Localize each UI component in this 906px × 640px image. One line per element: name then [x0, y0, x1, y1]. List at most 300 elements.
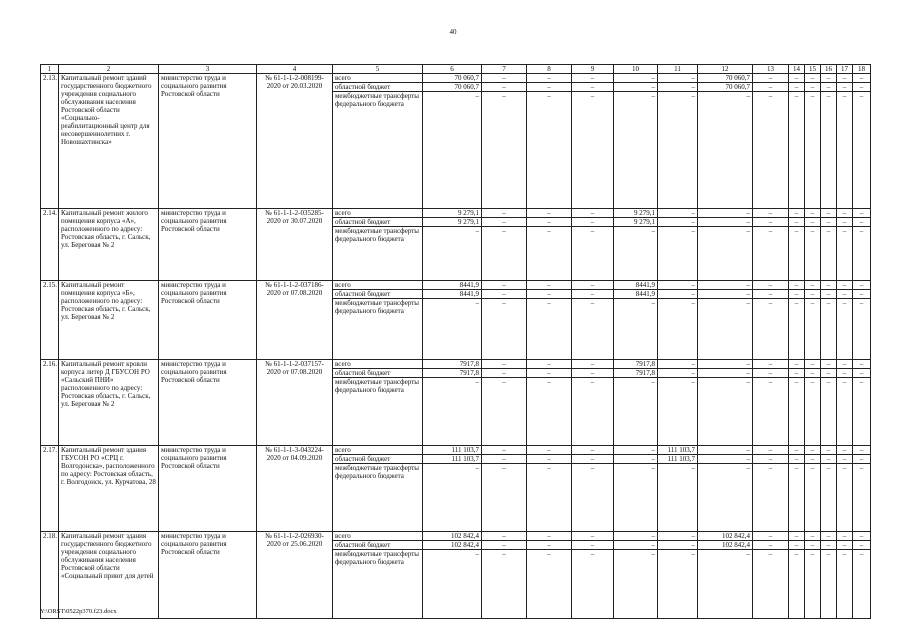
- amount-cell: –: [698, 299, 753, 360]
- amount-cell: –: [789, 218, 805, 227]
- amount-cell: –: [821, 83, 837, 92]
- amount-cell: –: [527, 299, 572, 360]
- amount-cell: –: [658, 378, 698, 446]
- row-id: 2.13.: [41, 74, 59, 209]
- amount-cell: 9 279,1: [423, 209, 482, 218]
- funding-source: областной бюджет: [333, 218, 423, 227]
- amount-cell: –: [753, 290, 789, 299]
- amount-cell: –: [482, 83, 527, 92]
- object-name: Капитальный ремонт зданий государственного бюджетного учреждения социального обслуживания населения Ростовской области «Социально-реабилитационный центр для несовершеннолетних г. Новошахтинска»: [59, 74, 159, 209]
- amount-cell: –: [821, 378, 837, 446]
- col-header: 16: [821, 65, 837, 74]
- amount-cell: –: [753, 299, 789, 360]
- funding-source: межбюджетные трансферты федерального бюджета: [333, 227, 423, 281]
- amount-cell: –: [614, 455, 658, 464]
- amount-cell: –: [698, 369, 753, 378]
- amount-cell: –: [658, 92, 698, 209]
- amount-cell: –: [698, 227, 753, 281]
- table-row: [41, 281, 871, 290]
- amount-cell: –: [482, 281, 527, 290]
- amount-cell: –: [423, 464, 482, 532]
- amount-cell: –: [527, 290, 572, 299]
- amount-cell: –: [753, 209, 789, 218]
- amount-cell: –: [837, 378, 853, 446]
- amount-cell: –: [837, 550, 853, 619]
- amount-cell: –: [572, 209, 614, 218]
- amount-cell: –: [614, 446, 658, 455]
- amount-cell: –: [837, 455, 853, 464]
- amount-cell: –: [805, 299, 821, 360]
- amount-cell: –: [821, 360, 837, 369]
- amount-cell: –: [805, 550, 821, 619]
- amount-cell: –: [423, 227, 482, 281]
- amount-cell: –: [527, 360, 572, 369]
- amount-cell: –: [853, 209, 871, 218]
- amount-cell: –: [853, 92, 871, 209]
- amount-cell: –: [837, 74, 853, 83]
- amount-cell: –: [423, 92, 482, 209]
- amount-cell: –: [482, 218, 527, 227]
- amount-cell: –: [482, 464, 527, 532]
- amount-cell: –: [572, 218, 614, 227]
- amount-cell: –: [698, 218, 753, 227]
- amount-cell: –: [789, 550, 805, 619]
- amount-cell: –: [821, 74, 837, 83]
- amount-cell: –: [853, 281, 871, 290]
- funding-source: всего: [333, 532, 423, 541]
- funding-source: всего: [333, 209, 423, 218]
- amount-cell: –: [789, 281, 805, 290]
- amount-cell: –: [572, 378, 614, 446]
- amount-cell: –: [853, 290, 871, 299]
- funding-source: областной бюджет: [333, 290, 423, 299]
- amount-cell: 111 103,7: [423, 455, 482, 464]
- expertise-doc: № 61-1-1-3-043224-2020 от 04.09.2020: [257, 446, 333, 532]
- amount-cell: –: [614, 92, 658, 209]
- amount-cell: –: [527, 532, 572, 541]
- amount-cell: –: [805, 455, 821, 464]
- row-id: 2.15.: [41, 281, 59, 360]
- amount-cell: –: [753, 281, 789, 290]
- amount-cell: –: [821, 455, 837, 464]
- col-header: 11: [658, 65, 698, 74]
- funding-source: межбюджетные трансферты федерального бюджета: [333, 299, 423, 360]
- amount-cell: –: [853, 360, 871, 369]
- amount-cell: –: [789, 209, 805, 218]
- amount-cell: 8441,9: [614, 290, 658, 299]
- amount-cell: –: [658, 464, 698, 532]
- amount-cell: –: [572, 455, 614, 464]
- amount-cell: –: [423, 378, 482, 446]
- amount-cell: –: [658, 281, 698, 290]
- row-id: 2.16.: [41, 360, 59, 446]
- amount-cell: –: [572, 290, 614, 299]
- amount-cell: –: [614, 532, 658, 541]
- amount-cell: –: [837, 532, 853, 541]
- funding-source: межбюджетные трансферты федерального бюджета: [333, 378, 423, 446]
- amount-cell: –: [527, 227, 572, 281]
- funding-source: межбюджетные трансферты федерального бюджета: [333, 550, 423, 619]
- amount-cell: –: [614, 464, 658, 532]
- amount-cell: –: [837, 464, 853, 532]
- table-row: [41, 532, 871, 541]
- col-header: 18: [853, 65, 871, 74]
- amount-cell: –: [698, 550, 753, 619]
- amount-cell: –: [482, 455, 527, 464]
- object-name: Капитальный ремонт помещения корпуса «Б», расположенного по адресу: Ростовская область, г. Сальск, ул. Береговая № 2: [59, 281, 159, 360]
- amount-cell: –: [853, 299, 871, 360]
- amount-cell: 7917,8: [423, 360, 482, 369]
- amount-cell: 70 060,7: [423, 83, 482, 92]
- amount-cell: –: [837, 290, 853, 299]
- amount-cell: –: [821, 218, 837, 227]
- amount-cell: –: [789, 378, 805, 446]
- funding-source: областной бюджет: [333, 541, 423, 550]
- amount-cell: –: [572, 532, 614, 541]
- amount-cell: –: [753, 541, 789, 550]
- amount-cell: –: [837, 299, 853, 360]
- amount-cell: –: [821, 92, 837, 209]
- amount-cell: –: [658, 541, 698, 550]
- object-name: Капитальный ремонт здания государственного бюджетного учреждения социального обслуживания населения Ростовской области «Социальный приют для детей: [59, 532, 159, 619]
- amount-cell: –: [658, 299, 698, 360]
- funding-source: всего: [333, 281, 423, 290]
- amount-cell: –: [821, 290, 837, 299]
- amount-cell: –: [789, 532, 805, 541]
- amount-cell: –: [853, 550, 871, 619]
- responsible-ministry: министерство труда и социального развития Ростовской области: [159, 532, 257, 619]
- amount-cell: –: [482, 227, 527, 281]
- amount-cell: –: [805, 369, 821, 378]
- responsible-ministry: министерство труда и социального развития Ростовской области: [159, 281, 257, 360]
- amount-cell: –: [527, 550, 572, 619]
- col-header: 6: [423, 65, 482, 74]
- amount-cell: –: [837, 209, 853, 218]
- amount-cell: 9 279,1: [614, 218, 658, 227]
- amount-cell: –: [805, 464, 821, 532]
- col-header: 2: [59, 65, 159, 74]
- funding-source: межбюджетные трансферты федерального бюджета: [333, 464, 423, 532]
- responsible-ministry: министерство труда и социального развития Ростовской области: [159, 360, 257, 446]
- amount-cell: –: [482, 550, 527, 619]
- amount-cell: 102 842,4: [698, 541, 753, 550]
- amount-cell: –: [572, 464, 614, 532]
- amount-cell: –: [658, 227, 698, 281]
- funding-source: межбюджетные трансферты федерального бюджета: [333, 92, 423, 209]
- amount-cell: –: [658, 83, 698, 92]
- amount-cell: –: [482, 74, 527, 83]
- expertise-doc: № 61-1-1-2-035285-2020 от 30.07.2020: [257, 209, 333, 281]
- amount-cell: –: [753, 378, 789, 446]
- amount-cell: 111 103,7: [658, 446, 698, 455]
- responsible-ministry: министерство труда и социального развития Ростовской области: [159, 209, 257, 281]
- row-id: 2.17.: [41, 446, 59, 532]
- funding-source: всего: [333, 360, 423, 369]
- amount-cell: –: [805, 446, 821, 455]
- amount-cell: –: [614, 378, 658, 446]
- amount-cell: –: [482, 92, 527, 209]
- amount-cell: –: [482, 378, 527, 446]
- amount-cell: –: [658, 290, 698, 299]
- amount-cell: –: [837, 218, 853, 227]
- amount-cell: –: [658, 74, 698, 83]
- column-number-row: [41, 65, 871, 74]
- amount-cell: –: [698, 92, 753, 209]
- amount-cell: –: [853, 83, 871, 92]
- col-header: 17: [837, 65, 853, 74]
- row-id: 2.18.: [41, 532, 59, 619]
- amount-cell: –: [753, 227, 789, 281]
- amount-cell: –: [853, 218, 871, 227]
- amount-cell: –: [482, 446, 527, 455]
- amount-cell: –: [805, 290, 821, 299]
- amount-cell: –: [853, 378, 871, 446]
- amount-cell: –: [658, 550, 698, 619]
- amount-cell: –: [482, 532, 527, 541]
- amount-cell: –: [658, 369, 698, 378]
- amount-cell: 102 842,4: [423, 532, 482, 541]
- amount-cell: 9 279,1: [423, 218, 482, 227]
- amount-cell: –: [698, 209, 753, 218]
- amount-cell: –: [789, 446, 805, 455]
- amount-cell: –: [853, 74, 871, 83]
- amount-cell: –: [527, 541, 572, 550]
- amount-cell: –: [423, 550, 482, 619]
- amount-cell: –: [805, 532, 821, 541]
- amount-cell: –: [789, 74, 805, 83]
- amount-cell: –: [527, 92, 572, 209]
- amount-cell: –: [614, 541, 658, 550]
- amount-cell: –: [837, 369, 853, 378]
- page-number: 40: [449, 28, 457, 36]
- amount-cell: –: [805, 209, 821, 218]
- amount-cell: –: [572, 446, 614, 455]
- amount-cell: –: [527, 378, 572, 446]
- amount-cell: –: [789, 455, 805, 464]
- table-body: [41, 65, 871, 619]
- responsible-ministry: министерство труда и социального развития Ростовской области: [159, 446, 257, 532]
- amount-cell: 7917,8: [423, 369, 482, 378]
- amount-cell: –: [853, 541, 871, 550]
- col-header: 13: [753, 65, 789, 74]
- col-header: 12: [698, 65, 753, 74]
- amount-cell: –: [837, 541, 853, 550]
- table-row: [41, 446, 871, 455]
- amount-cell: 70 060,7: [698, 74, 753, 83]
- amount-cell: –: [572, 83, 614, 92]
- amount-cell: –: [527, 218, 572, 227]
- amount-cell: –: [805, 74, 821, 83]
- amount-cell: –: [837, 446, 853, 455]
- amount-cell: –: [698, 378, 753, 446]
- amount-cell: –: [753, 92, 789, 209]
- amount-cell: 7917,8: [614, 369, 658, 378]
- amount-cell: –: [614, 550, 658, 619]
- amount-cell: –: [572, 281, 614, 290]
- amount-cell: –: [698, 455, 753, 464]
- expertise-doc: № 61-1-1-2-037157-2020 от 07.08.2020: [257, 360, 333, 446]
- amount-cell: –: [614, 74, 658, 83]
- amount-cell: –: [753, 550, 789, 619]
- col-header: 3: [159, 65, 257, 74]
- expertise-doc: № 61-1-1-2-037186-2020 от 07.08.2020: [257, 281, 333, 360]
- amount-cell: –: [572, 74, 614, 83]
- amount-cell: –: [527, 74, 572, 83]
- amount-cell: –: [658, 532, 698, 541]
- amount-cell: –: [821, 446, 837, 455]
- amount-cell: –: [789, 227, 805, 281]
- amount-cell: 7917,8: [614, 360, 658, 369]
- amount-cell: –: [572, 541, 614, 550]
- object-name: Капитальный ремонт кровли корпуса литер Д ГБУСОН РО «Сальский ПНИ» расположенного по адресу: Ростовская область, г. Сальск, ул. Береговая № 2: [59, 360, 159, 446]
- amount-cell: –: [789, 299, 805, 360]
- amount-cell: –: [837, 281, 853, 290]
- amount-cell: –: [698, 464, 753, 532]
- amount-cell: –: [821, 281, 837, 290]
- amount-cell: –: [614, 83, 658, 92]
- amount-cell: –: [837, 83, 853, 92]
- amount-cell: –: [837, 227, 853, 281]
- amount-cell: –: [614, 299, 658, 360]
- amount-cell: –: [572, 227, 614, 281]
- amount-cell: –: [572, 360, 614, 369]
- amount-cell: –: [789, 369, 805, 378]
- table-row: [41, 74, 871, 83]
- amount-cell: 70 060,7: [698, 83, 753, 92]
- amount-cell: –: [527, 281, 572, 290]
- amount-cell: –: [753, 74, 789, 83]
- amount-cell: –: [658, 360, 698, 369]
- expertise-doc: № 61-1-1-2-008199-2020 от 20.03.2020: [257, 74, 333, 209]
- amount-cell: –: [753, 360, 789, 369]
- amount-cell: –: [789, 290, 805, 299]
- amount-cell: –: [853, 227, 871, 281]
- amount-cell: –: [805, 92, 821, 209]
- amount-cell: –: [821, 209, 837, 218]
- expertise-doc: № 61-1-1-2-026930-2020 от 25.06.2020: [257, 532, 333, 619]
- file-path-footer: Y:\ORST\0522p370.f23.docx: [40, 608, 117, 615]
- amount-cell: –: [821, 550, 837, 619]
- amount-cell: –: [805, 227, 821, 281]
- col-header: 4: [257, 65, 333, 74]
- amount-cell: –: [482, 541, 527, 550]
- budget-table: [40, 64, 871, 619]
- amount-cell: –: [789, 464, 805, 532]
- amount-cell: –: [805, 83, 821, 92]
- amount-cell: 8441,9: [614, 281, 658, 290]
- amount-cell: –: [821, 464, 837, 532]
- responsible-ministry: министерство труда и социального развития Ростовской области: [159, 74, 257, 209]
- amount-cell: –: [821, 227, 837, 281]
- funding-source: областной бюджет: [333, 455, 423, 464]
- amount-cell: –: [853, 446, 871, 455]
- col-header: 7: [482, 65, 527, 74]
- amount-cell: 102 842,4: [423, 541, 482, 550]
- amount-cell: –: [572, 92, 614, 209]
- amount-cell: –: [821, 299, 837, 360]
- amount-cell: –: [482, 360, 527, 369]
- amount-cell: –: [805, 541, 821, 550]
- col-header: 8: [527, 65, 572, 74]
- col-header: 1: [41, 65, 59, 74]
- col-header: 9: [572, 65, 614, 74]
- amount-cell: –: [527, 455, 572, 464]
- amount-cell: –: [572, 299, 614, 360]
- funding-source: областной бюджет: [333, 369, 423, 378]
- amount-cell: 111 103,7: [658, 455, 698, 464]
- col-header: 10: [614, 65, 658, 74]
- amount-cell: 9 279,1: [614, 209, 658, 218]
- amount-cell: –: [837, 92, 853, 209]
- amount-cell: –: [698, 281, 753, 290]
- amount-cell: –: [482, 369, 527, 378]
- amount-cell: –: [837, 360, 853, 369]
- amount-cell: –: [853, 369, 871, 378]
- amount-cell: –: [482, 209, 527, 218]
- funding-source: всего: [333, 74, 423, 83]
- amount-cell: 111 103,7: [423, 446, 482, 455]
- amount-cell: –: [572, 550, 614, 619]
- amount-cell: –: [789, 92, 805, 209]
- amount-cell: –: [753, 532, 789, 541]
- amount-cell: –: [753, 455, 789, 464]
- amount-cell: –: [698, 290, 753, 299]
- amount-cell: –: [805, 378, 821, 446]
- object-name: Капитальный ремонт жилого помещения корпуса «А», расположенного по адресу: Ростовская область, г. Сальск, ул. Береговая № 2: [59, 209, 159, 281]
- amount-cell: –: [423, 299, 482, 360]
- col-header: 14: [789, 65, 805, 74]
- amount-cell: –: [527, 464, 572, 532]
- amount-cell: 70 060,7: [423, 74, 482, 83]
- amount-cell: –: [482, 290, 527, 299]
- amount-cell: –: [658, 209, 698, 218]
- amount-cell: –: [527, 209, 572, 218]
- row-id: 2.14.: [41, 209, 59, 281]
- amount-cell: –: [572, 369, 614, 378]
- amount-cell: –: [614, 227, 658, 281]
- funding-source: всего: [333, 446, 423, 455]
- amount-cell: –: [821, 369, 837, 378]
- amount-cell: –: [805, 218, 821, 227]
- amount-cell: –: [853, 464, 871, 532]
- amount-cell: –: [821, 532, 837, 541]
- amount-cell: –: [753, 83, 789, 92]
- amount-cell: –: [482, 299, 527, 360]
- amount-cell: –: [527, 369, 572, 378]
- funding-source: областной бюджет: [333, 83, 423, 92]
- object-name: Капитальный ремонт здания ГБУСОН РО «СРЦ г. Волгодонска», расположенного по адресу: Ростовская область, г. Волгодонск, ул. Курчатова, 28: [59, 446, 159, 532]
- amount-cell: –: [789, 83, 805, 92]
- amount-cell: –: [753, 369, 789, 378]
- amount-cell: –: [753, 218, 789, 227]
- table-row: [41, 209, 871, 218]
- amount-cell: –: [753, 464, 789, 532]
- amount-cell: –: [821, 541, 837, 550]
- col-header: 5: [333, 65, 423, 74]
- amount-cell: –: [527, 446, 572, 455]
- amount-cell: 102 842,4: [698, 532, 753, 541]
- amount-cell: –: [805, 360, 821, 369]
- amount-cell: 8441,9: [423, 290, 482, 299]
- amount-cell: –: [753, 446, 789, 455]
- col-header: 15: [805, 65, 821, 74]
- amount-cell: –: [853, 455, 871, 464]
- amount-cell: –: [853, 532, 871, 541]
- amount-cell: 8441,9: [423, 281, 482, 290]
- amount-cell: –: [789, 360, 805, 369]
- amount-cell: –: [698, 446, 753, 455]
- table-row: [41, 360, 871, 369]
